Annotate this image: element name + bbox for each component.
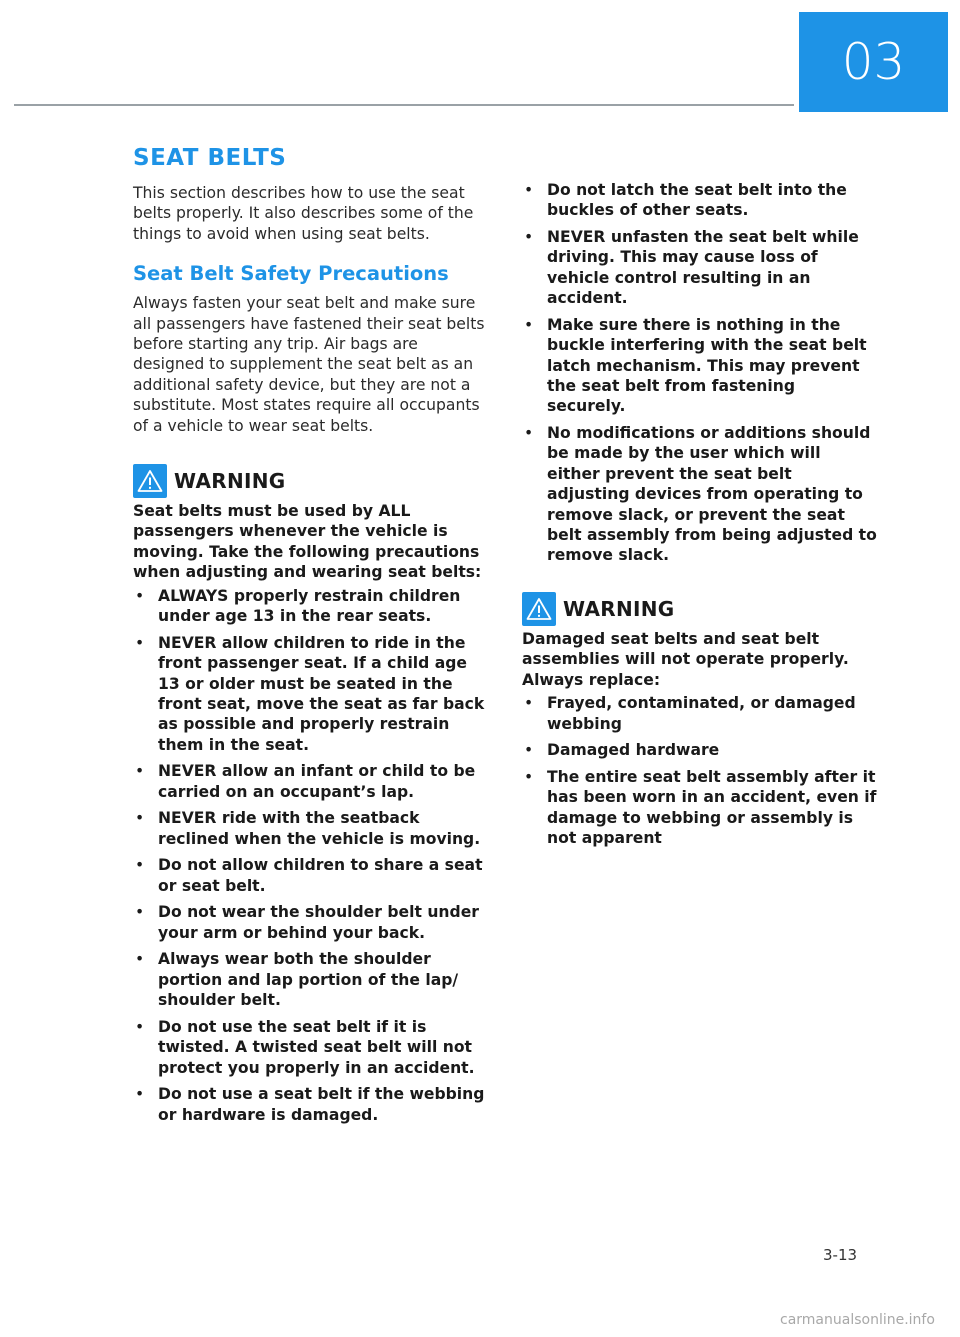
chapter-tab: 03	[799, 12, 948, 112]
warning-intro-2: Damaged seat belts and seat belt assemblies will not operate properly. Always replace:	[522, 629, 849, 689]
warning-box-1	[133, 464, 485, 1125]
warning-title-1: WARNING	[174, 469, 286, 494]
list-item: • Do not use the seat belt if it is twisted. A twisted seat belt will not protect you properly in an accident.	[133, 1017, 485, 1078]
warning-list-1	[133, 586, 485, 1125]
page-number: 3-13	[823, 1246, 858, 1264]
section-intro: This section describes how to use the seat belts properly. It also describes some of the things to avoid when using seat belts.	[133, 184, 474, 243]
precautions-title: Seat Belt Safety Precautions	[133, 262, 449, 286]
list-item: • NEVER unfasten the seat belt while driving. This may cause loss of vehicle control resulting in an accident.	[522, 227, 878, 309]
list-item: • NEVER ride with the seatback reclined when the vehicle is moving.	[133, 808, 485, 849]
watermark: carmanualsonline.info	[780, 1312, 935, 1328]
list-item: • Do not latch the seat belt into the buckles of other seats.	[522, 180, 878, 221]
list-item: • Frayed, contaminated, or damaged webbing	[522, 693, 878, 734]
warning-list-2	[522, 693, 878, 848]
list-item: • Do not allow children to share a seat or seat belt.	[133, 855, 485, 896]
list-item: • Damaged hardware	[522, 740, 878, 760]
warning-box-2	[522, 592, 878, 848]
list-item: • NEVER allow an infant or child to be carried on an occupant’s lap.	[133, 761, 485, 802]
list-item: • Do not use a seat belt if the webbing or hardware is damaged.	[133, 1084, 485, 1125]
list-item: • ALWAYS properly restrain children under age 13 in the rear seats.	[133, 586, 485, 627]
warning-heading-2	[522, 592, 878, 626]
list-item: • Do not wear the shoulder belt under your arm or behind your back.	[133, 902, 485, 943]
warning-title-2: WARNING	[563, 596, 675, 621]
list-item: • No modifications or additions should be made by the user which will either prevent the seat belt adjusting devices from operating to remove slack, or prevent the seat belt assembly from being adjusted to remove slack.	[522, 423, 878, 566]
list-item: • Always wear both the shoulder portion and lap portion of the lap/ shoulder belt.	[133, 949, 485, 1010]
precautions-body: Always fasten your seat belt and make sure all passengers have fastened their seat belts before starting any trip. Air bags are designed to supplement the seat belt as an additional safety device, but they are not a substitute. Most states require all occupants of a vehicle to wear seat belts.	[133, 294, 485, 435]
section-title: SEAT BELTS	[133, 145, 287, 171]
left-column	[133, 145, 485, 1131]
right-column	[522, 180, 878, 855]
list-item: • The entire seat belt assembly after it has been worn in an accident, even if damage to webbing or assembly is not apparent	[522, 767, 878, 849]
list-item: • Make sure there is nothing in the buckle interfering with the seat belt latch mechanism. This may prevent the seat belt from fastening securely.	[522, 315, 878, 417]
warning-intro-1: Seat belts must be used by ALL passengers whenever the vehicle is moving. Take the following precautions when adjusting and wearing seat belts:	[133, 502, 482, 582]
warning-list-1-continued	[522, 180, 878, 566]
list-item: • NEVER allow children to ride in the front passenger seat. If a child age 13 or older must be seated in the front seat, move the seat as far back as possible and properly restrain them in the seat.	[133, 633, 485, 755]
header-rule	[14, 104, 794, 106]
warning-triangle-icon	[133, 464, 167, 498]
warning-heading-1	[133, 464, 485, 498]
warning-triangle-icon	[522, 592, 556, 626]
